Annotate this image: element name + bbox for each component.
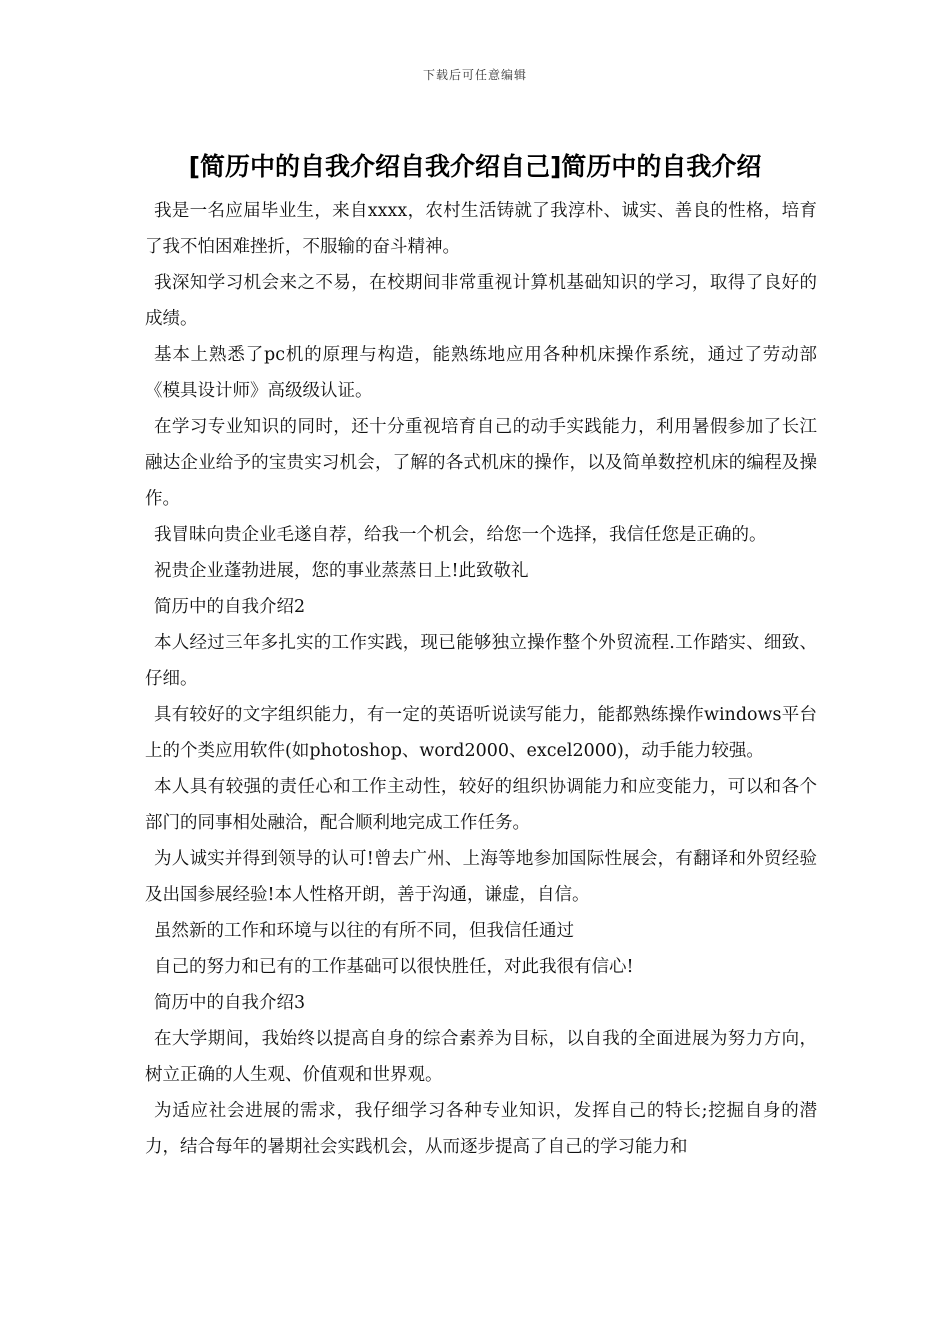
section-heading-3: 简历中的自我介绍3 (154, 993, 306, 1013)
paragraph-7: 本人经过三年多扎实的工作实践，现已能够独立操作整个外贸流程.工作踏实、细致、仔细。 (145, 633, 817, 689)
paragraph-5: 我冒昧向贵企业毛遂自荐，给我一个机会，给您一个选择，我信任您是正确的。 (154, 525, 767, 545)
paragraph-9: 本人具有较强的责任心和工作主动性，较好的组织协调能力和应变能力，可以和各个部门的同事相处融洽，配合顺利地完成工作任务。 (145, 777, 817, 833)
paragraph-3: 基本上熟悉了pc机的原理与构造，能熟练地应用各种机床操作系统，通过了劳动部《模具设计师》高级级认证。 (145, 345, 817, 401)
paragraph-13: 在大学期间，我始终以提高自身的综合素养为目标，以自我的全面进展为努力方向，树立正确的人生观、价值观和世界观。 (145, 1029, 817, 1085)
paragraph-11: 虽然新的工作和环境与以往的有所不同，但我信任通过 (154, 921, 574, 941)
paragraph-10: 为人诚实并得到领导的认可!曾去广州、上海等地参加国际性展会，有翻译和外贸经验及出国参展经验!本人性格开朗，善于沟通，谦虚，自信。 (145, 849, 817, 905)
section-heading-2: 简历中的自我介绍2 (154, 597, 306, 617)
document-body (145, 193, 817, 1165)
header-note: 下载后可任意编辑 (422, 68, 527, 82)
paragraph-2: 我深知学习机会来之不易，在校期间非常重视计算机基础知识的学习，取得了良好的成绩。 (145, 273, 817, 329)
paragraph-6: 祝贵企业蓬勃进展，您的事业蒸蒸日上!此致敬礼 (154, 561, 529, 581)
paragraph-4: 在学习专业知识的同时，还十分重视培育自己的动手实践能力，利用暑假参加了长江融达企业给予的宝贵实习机会，了解的各式机床的操作，以及简单数控机床的编程及操作。 (145, 417, 817, 509)
paragraph-14: 为适应社会进展的需求，我仔细学习各种专业知识，发挥自己的特长;挖掘自身的潜力，结合每年的暑期社会实践机会，从而逐步提高了自己的学习能力和 (145, 1101, 817, 1157)
document-title: [简历中的自我介绍自我介绍自己]简历中的自我介绍 (188, 152, 762, 181)
paragraph-8: 具有较好的文字组织能力，有一定的英语听说读写能力，能都熟练操作windows平台上的个类应用软件(如photoshop、word2000、excel2000)，动手能力较强。 (145, 705, 817, 761)
paragraph-1: 我是一名应届毕业生，来自xxxx，农村生活铸就了我淳朴、诚实、善良的性格，培育了我不怕困难挫折，不服输的奋斗精神。 (145, 201, 817, 257)
paragraph-12: 自己的努力和已有的工作基础可以很快胜任，对此我很有信心! (154, 957, 634, 977)
